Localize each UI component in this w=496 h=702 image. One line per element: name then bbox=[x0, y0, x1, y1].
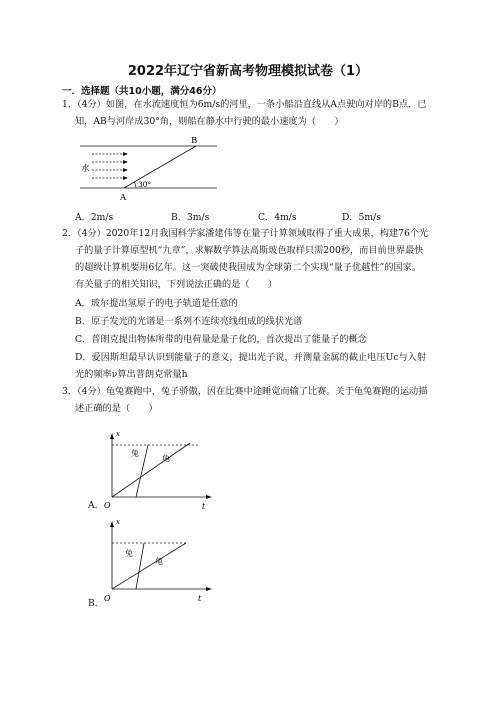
qb-axis-t-label: t bbox=[198, 594, 202, 603]
q2-stem-line3: 的超级计算机要用6亿年。这一突破使我国成为全球第二个实现“量子优越性”的国家。 bbox=[75, 262, 421, 273]
q3-option-a[interactable]: A． bbox=[88, 500, 104, 511]
qb-turtle-label: 龟 bbox=[155, 557, 163, 566]
qb-axis-x-label: x bbox=[116, 518, 120, 526]
q3-graph-a bbox=[100, 425, 220, 513]
qa-origin-label: O bbox=[104, 501, 111, 510]
section-heading: 一．选择题（共10小题，满分46分） bbox=[62, 86, 222, 97]
q1-option-b[interactable]: B．3m/s bbox=[171, 212, 210, 223]
q2-stem-line2: 子的量子计算原型机“九章”，求解数学算法高斯玻色取样只需200秒，而目前世界最快 bbox=[75, 245, 424, 256]
q3-option-b[interactable]: B． bbox=[88, 598, 104, 609]
q1-river-diagram bbox=[80, 132, 230, 208]
q1-option-a[interactable]: A．2m/s bbox=[75, 212, 114, 223]
qa-axis-x-label: x bbox=[116, 430, 120, 438]
q1-stem-line2: 知，AB与河岸成30°角，则船在静水中行驶的最小速度为（ ） bbox=[75, 116, 344, 127]
q2-stem-line4: 有关量子的相关知识，下列说法正确的是（ ） bbox=[75, 279, 278, 290]
q1-label-angle: 30° bbox=[138, 180, 152, 189]
q1-label-a: A bbox=[120, 193, 127, 203]
qa-axis-t-label: t bbox=[202, 502, 206, 511]
q1-label-b: B bbox=[191, 136, 198, 146]
qa-rabbit-label: 兔 bbox=[131, 449, 139, 458]
page-title: 2022年辽宁省新高考物理模拟试卷（1） bbox=[127, 64, 369, 79]
q2-option-d-cont: 光的频率ν算出普朗克常量h bbox=[75, 369, 188, 380]
q2-option-d[interactable]: D．爱因斯坦最早认识到能量子的意义，提出光子说，并测量金属的截止电压Uc与入射 bbox=[75, 352, 427, 363]
q1-stem-line1: 1．（4分）如图，在水流速度恒为6m/s的河里，一条小船沿直线从A点驶向对岸的B点．已 bbox=[62, 99, 427, 110]
q3-stem-line2: 述正确的是（ ） bbox=[75, 403, 158, 414]
q1-option-d[interactable]: D．5m/s bbox=[342, 212, 381, 223]
qa-turtle-label: 龟 bbox=[162, 454, 170, 463]
q2-option-c[interactable]: C．普朗克提出物体所带的电荷量是量子化的，首次提出了能量子的概念 bbox=[75, 334, 367, 345]
q3-graph-b bbox=[100, 513, 220, 605]
q1-option-c[interactable]: C．4m/s bbox=[258, 212, 297, 223]
q1-label-water: 水 bbox=[81, 164, 90, 174]
qb-rabbit-label: 兔 bbox=[125, 549, 133, 558]
q2-option-a[interactable]: A．玻尔提出氢原子的电子轨道是任意的 bbox=[75, 298, 238, 309]
qb-origin-label: O bbox=[104, 594, 111, 603]
q3-stem-line1: 3．（4分）龟兔赛跑中，兔子骄傲，因在比赛中途睡觉而输了比赛。关于龟兔赛跑的运动描 bbox=[62, 386, 428, 397]
q2-option-b[interactable]: B．原子发光的光谱是一系列不连续亮线组成的线状光谱 bbox=[75, 316, 303, 327]
q2-stem-line1: 2．（4分）2020年12月我国科学家潘建伟等在量子计算领域取得了重大成果，构建76个光 bbox=[62, 228, 429, 239]
